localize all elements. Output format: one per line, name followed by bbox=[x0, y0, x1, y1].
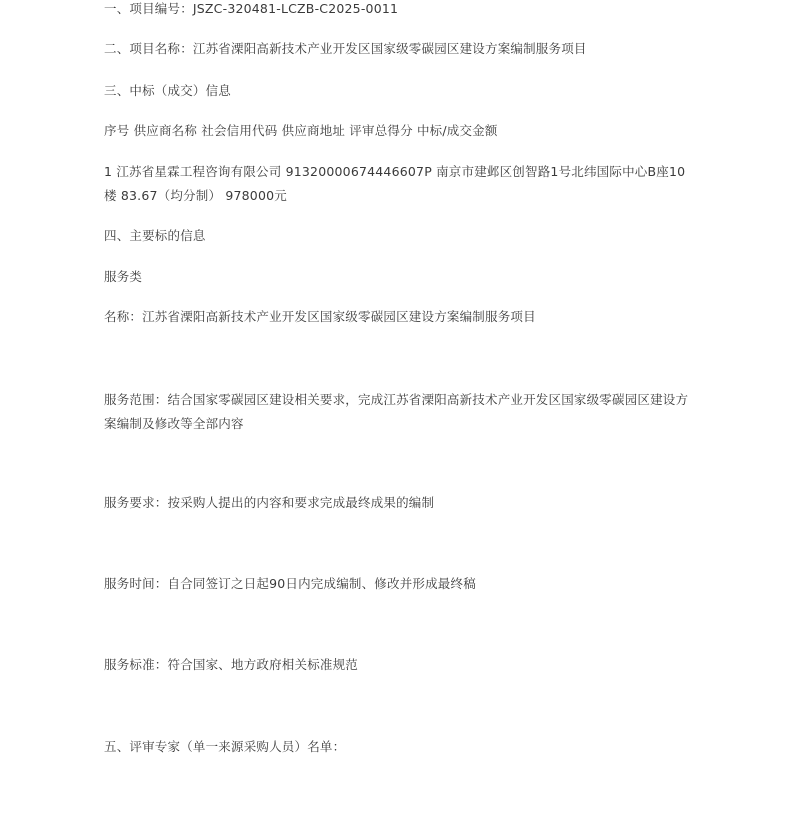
main-subject-heading: 四、主要标的信息 bbox=[104, 228, 206, 243]
service-standard: 服务标准：符合国家、地方政府相关标准规范 bbox=[104, 657, 359, 672]
service-time: 服务时间：自合同签订之日起90日内完成编制、修改并形成最终稿 bbox=[104, 576, 476, 591]
experts-heading: 五、评审专家（单一来源采购人员）名单： bbox=[104, 739, 346, 754]
subject-category: 服务类 bbox=[104, 269, 143, 284]
subject-name: 名称：江苏省溧阳高新技术产业开发区国家级零碳园区建设方案编制服务项目 bbox=[104, 309, 536, 324]
service-scope: 服务范围：结合国家零碳园区建设相关要求，完成江苏省溧阳高新技术产业开发区国家级零碳园区建设方案编制及修改等全部内容 bbox=[104, 392, 689, 431]
supplier-table-row: 1 江苏省星霖工程咨询有限公司 91320000674446607P 南京市建邺区创智路1号北纬国际中心B座10楼 83.67（均分制） 978000元 bbox=[104, 164, 686, 203]
service-requirements: 服务要求：按采购人提出的内容和要求完成最终成果的编制 bbox=[104, 495, 435, 510]
supplier-table-header: 序号 供应商名称 社会信用代码 供应商地址 评审总得分 中标/成交金额 bbox=[104, 123, 498, 138]
winning-info-heading: 三、中标（成交）信息 bbox=[104, 83, 232, 98]
project-name: 二、项目名称：江苏省溧阳高新技术产业开发区国家级零碳园区建设方案编制服务项目 bbox=[104, 41, 587, 56]
project-number: 一、项目编号：JSZC-320481-LCZB-C2025-0011 bbox=[104, 1, 399, 16]
